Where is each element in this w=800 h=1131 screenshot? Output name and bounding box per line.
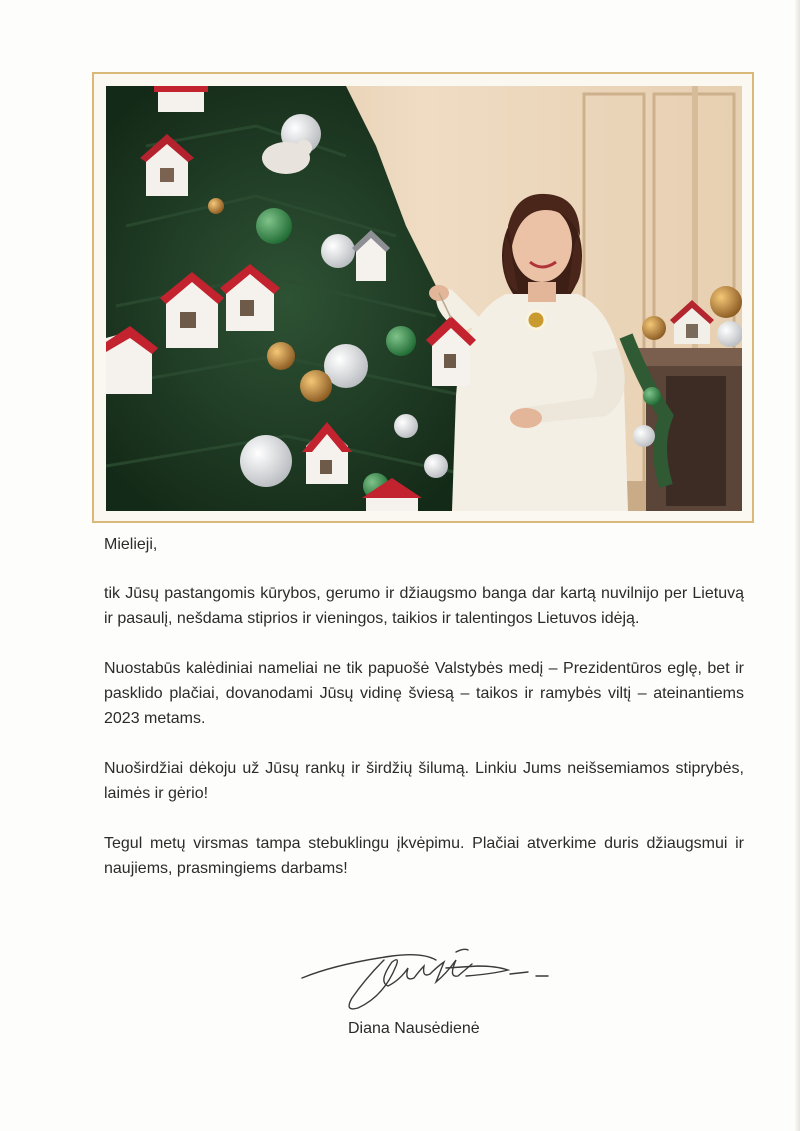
letter-paragraph-4: Tegul metų virsmas tampa stebuklingu įkvėpimu. Plačiai atverkime duris džiaugsmui ir naujiems, prasmingiems darbams! (104, 835, 744, 877)
letter-paragraph-1: tik Jūsų pastangomis kūrybos, gerumo ir džiaugsmo banga dar kartą nuvilnijo per Lietuvą ir pasaulį, nešdama stiprios ir vieningos, taikios ir talentingos Lietuvos idėją. (104, 585, 744, 627)
handwritten-signature-icon (296, 938, 554, 1018)
greeting: Mielieji, (104, 536, 158, 553)
christmas-tree-portrait-photo-icon (106, 86, 742, 511)
christmas-photo (106, 86, 742, 511)
page-edge-shadow (794, 0, 800, 1131)
letter-paragraph-2: Nuostabūs kalėdiniai nameliai ne tik papuošė Valstybės medį – Prezidentūros eglę, bet ir pasklido plačiai, dovanodami Jūsų vidinę šviesą – taikos ir ramybės viltį – ateinantiems 2023 metams. (104, 660, 744, 727)
photo-frame (92, 72, 754, 523)
letter-paragraph-3: Nuoširdžiai dėkoju už Jūsų rankų ir širdžių šilumą. Linkiu Jums neišsemiamos stiprybės, laimės ir gėrio! (104, 760, 744, 802)
letter-body (104, 532, 744, 906)
signer-name: Diana Nausėdienė (348, 1020, 480, 1037)
